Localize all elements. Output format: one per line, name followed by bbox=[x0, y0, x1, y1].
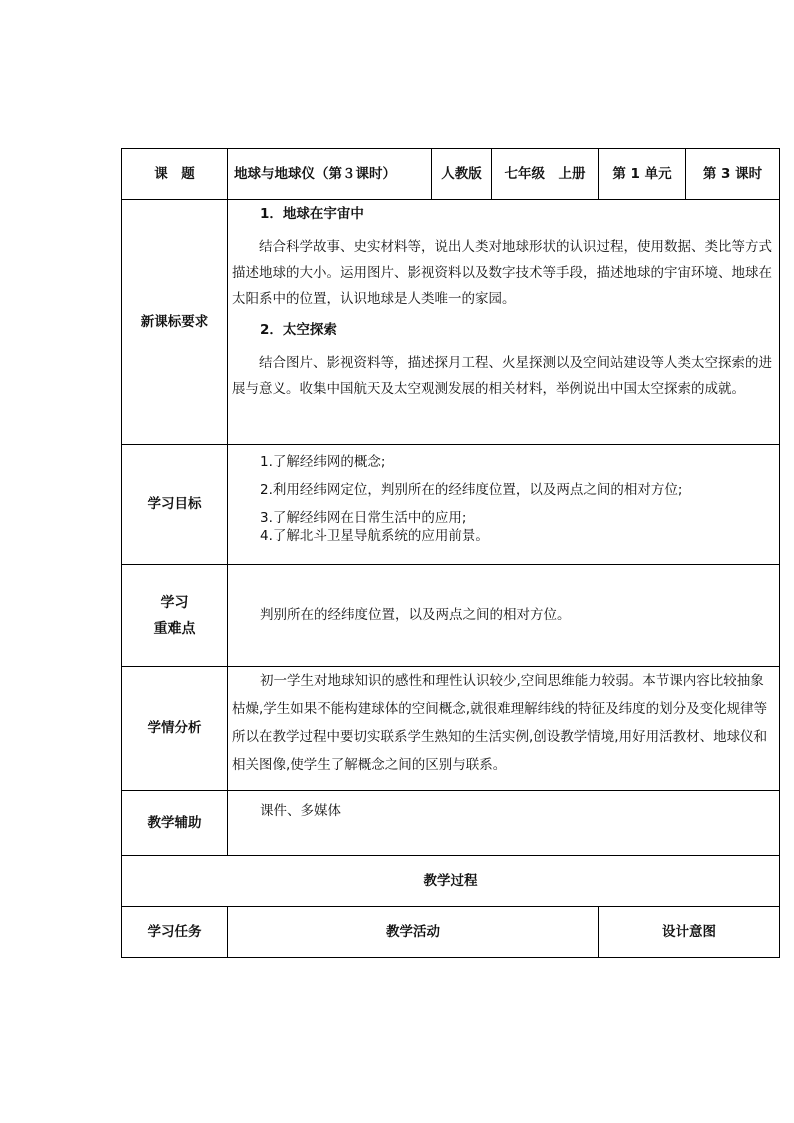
curriculum-section2-text: 结合图片、影视资料等，描述探月工程、火星探测以及空间站建设等人类太空探索的进展与意义。收集中国航天及太空观测发展的相关材料，举例说出中国太空探索的成就。 bbox=[232, 355, 772, 398]
curriculum-section2-title: 2．太空探索 bbox=[260, 322, 337, 339]
process-col-activity: 教学活动 bbox=[228, 907, 599, 958]
curriculum-label: 新课标要求 bbox=[122, 200, 228, 445]
process-col-task: 学习任务 bbox=[122, 907, 228, 958]
objective-item: 4.了解北斗卫星导航系统的应用前景。 bbox=[260, 528, 489, 544]
aids-row bbox=[122, 791, 780, 856]
process-header-row bbox=[122, 907, 780, 958]
period-cell: 第 3 课时 bbox=[686, 149, 780, 200]
edition-cell: 人教版 bbox=[432, 149, 492, 200]
process-col-intent: 设计意图 bbox=[599, 907, 780, 958]
aids-label: 教学辅助 bbox=[122, 791, 228, 856]
aids-content bbox=[228, 791, 780, 856]
unit-cell: 第 1 单元 bbox=[599, 149, 686, 200]
aids-text: 课件、多媒体 bbox=[260, 803, 341, 819]
key-points-text: 判别所在的经纬度位置，以及两点之间的相对方位。 bbox=[260, 607, 571, 624]
key-points-content bbox=[228, 565, 780, 667]
objectives-content bbox=[228, 445, 780, 565]
header-row bbox=[122, 149, 780, 200]
curriculum-row bbox=[122, 200, 780, 445]
analysis-content bbox=[228, 667, 780, 791]
curriculum-content bbox=[228, 200, 780, 445]
key-points-label-line2: 重难点 bbox=[153, 620, 196, 637]
lesson-plan-table bbox=[121, 148, 780, 958]
objectives-row bbox=[122, 445, 780, 565]
analysis-label: 学情分析 bbox=[122, 667, 228, 791]
objective-item: 1.了解经纬网的概念; bbox=[260, 454, 386, 470]
lesson-title: 地球与地球仪（第３课时） bbox=[228, 149, 432, 200]
analysis-row bbox=[122, 667, 780, 791]
process-title: 教学过程 bbox=[122, 856, 780, 907]
objective-item: 3.了解经纬网在日常生活中的应用; bbox=[260, 510, 467, 526]
analysis-text: 初一学生对地球知识的感性和理性认识较少,空间思维能力较弱。本节课内容比较抽象枯燥,学生如果不能构建球体的空间概念,就很难理解纬线的特征及纬度的划分及变化规律等所以在教学过程中要切实联系学生熟知的生活实例,创设教学情境,用好用活教材、地球仪和相关图像,使学生了解概念之间的区别与联系。 bbox=[232, 673, 768, 773]
objective-item: 2.利用经纬网定位，判别所在的经纬度位置，以及两点之间的相对方位; bbox=[260, 482, 683, 498]
key-points-label bbox=[122, 565, 228, 667]
objectives-label: 学习目标 bbox=[122, 445, 228, 565]
grade-volume-cell: 七年级 上册 bbox=[492, 149, 599, 200]
curriculum-section1-title: 1．地球在宇宙中 bbox=[260, 206, 364, 222]
key-points-row bbox=[122, 565, 780, 667]
subject-label: 课 题 bbox=[122, 149, 228, 200]
key-points-label-line1: 学习 bbox=[160, 594, 189, 611]
curriculum-section1-text: 结合科学故事、史实材料等，说出人类对地球形状的认识过程，使用数据、类比等方式描述地球的大小。运用图片、影视资料以及数字技术等手段，描述地球的宇宙环境、地球在太阳系中的位置，认识地球是人类唯一的家园。 bbox=[232, 239, 772, 308]
process-title-row bbox=[122, 856, 780, 907]
